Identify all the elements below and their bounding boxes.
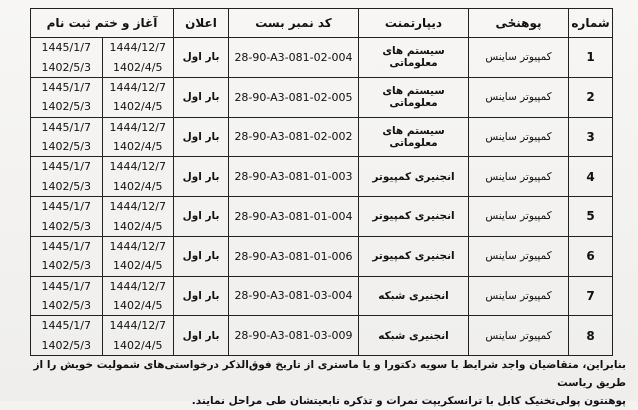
table-row [31, 77, 613, 117]
start-hijri: 1444/12/7 [109, 160, 166, 174]
row-number: 7 [569, 276, 613, 316]
footer-note [10, 356, 626, 410]
row-department: انجنیری کمپیوتر [359, 157, 469, 197]
table-header-row [31, 9, 613, 38]
note-line-2: پوهنتون پولی‌تخنیک کابل با ترانسکریپت نمرات و تذکره تابعیتشان طی مراحل نمایند. [191, 395, 626, 407]
row-number: 4 [569, 157, 613, 197]
row-department: سیستم های معلوماتی [359, 38, 469, 78]
end-dates [31, 277, 102, 316]
end-solar: 1402/5/3 [41, 219, 91, 233]
start-hijri: 1444/12/7 [109, 41, 166, 55]
start-solar: 1402/4/5 [113, 259, 163, 273]
header-code: کد نمبر بست [229, 9, 359, 38]
row-faculty: کمپیوتر ساینس [469, 276, 569, 316]
table-row [31, 276, 613, 316]
row-dates [31, 236, 174, 276]
row-dates [31, 316, 174, 356]
start-solar: 1402/4/5 [113, 60, 163, 74]
row-faculty: کمپیوتر ساینس [469, 117, 569, 157]
start-dates [102, 157, 174, 196]
end-dates [31, 38, 102, 77]
row-number: 3 [569, 117, 613, 157]
row-code: 28-90-A3-081-03-004 [229, 276, 359, 316]
start-hijri: 1444/12/7 [109, 80, 166, 94]
table-row [31, 316, 613, 356]
start-dates [102, 118, 174, 157]
end-dates [31, 157, 102, 196]
end-solar: 1402/5/3 [41, 60, 91, 74]
row-faculty: کمپیوتر ساینس [469, 77, 569, 117]
row-dates [31, 117, 174, 157]
start-hijri: 1444/12/7 [109, 120, 166, 134]
row-announcement: بار اول [174, 38, 229, 78]
row-code: 28-90-A3-081-02-002 [229, 117, 359, 157]
start-hijri: 1444/12/7 [109, 319, 166, 333]
row-faculty: کمپیوتر ساینس [469, 38, 569, 78]
start-hijri: 1444/12/7 [109, 239, 166, 253]
start-dates [102, 277, 174, 316]
start-solar: 1402/4/5 [113, 140, 163, 154]
row-announcement: بار اول [174, 276, 229, 316]
row-dates [31, 157, 174, 197]
row-code: 28-90-A3-081-01-004 [229, 197, 359, 237]
header-number: شماره [569, 9, 613, 38]
end-dates [31, 78, 102, 117]
table-row [31, 157, 613, 197]
end-dates [31, 237, 102, 276]
row-announcement: بار اول [174, 316, 229, 356]
start-dates [102, 316, 174, 355]
start-hijri: 1444/12/7 [109, 279, 166, 293]
row-faculty: کمپیوتر ساینس [469, 157, 569, 197]
row-department: انجنیری شبکه [359, 316, 469, 356]
row-number: 1 [569, 38, 613, 78]
table-row [31, 117, 613, 157]
table-row [31, 236, 613, 276]
row-faculty: کمپیوتر ساینس [469, 236, 569, 276]
row-number: 8 [569, 316, 613, 356]
row-dates [31, 38, 174, 78]
header-announcement: اعلان [174, 9, 229, 38]
end-dates [31, 118, 102, 157]
header-dates: آغاز و ختم ثبت نام [31, 9, 174, 38]
end-hijri: 1445/1/7 [41, 200, 91, 214]
row-faculty: کمپیوتر ساینس [469, 197, 569, 237]
header-department: دیپارتمنت [359, 9, 469, 38]
end-hijri: 1445/1/7 [41, 239, 91, 253]
row-number: 5 [569, 197, 613, 237]
row-announcement: بار اول [174, 236, 229, 276]
note-line-1: بنابراین، متقاضیان واجد شرایط با سویه دکتورا و یا ماستری از تاریخ فوق‌الذکر درخواستی‌های شمولیت خویش را از طریق ریاست [33, 359, 626, 389]
row-dates [31, 276, 174, 316]
row-number: 2 [569, 77, 613, 117]
row-number: 6 [569, 236, 613, 276]
row-dates [31, 197, 174, 237]
start-dates [102, 38, 174, 77]
start-solar: 1402/4/5 [113, 219, 163, 233]
row-code: 28-90-A3-081-02-004 [229, 38, 359, 78]
start-dates [102, 78, 174, 117]
end-dates [31, 316, 102, 355]
row-department: انجنیری کمپیوتر [359, 197, 469, 237]
end-solar: 1402/5/3 [41, 140, 91, 154]
row-department: انجنیری کمپیوتر [359, 236, 469, 276]
end-hijri: 1445/1/7 [41, 160, 91, 174]
row-department: انجنیری شبکه [359, 276, 469, 316]
positions-table [30, 8, 613, 356]
end-hijri: 1445/1/7 [41, 279, 91, 293]
end-solar: 1402/5/3 [41, 299, 91, 313]
table-row [31, 38, 613, 78]
end-hijri: 1445/1/7 [41, 80, 91, 94]
end-solar: 1402/5/3 [41, 338, 91, 352]
start-dates [102, 197, 174, 236]
row-department: سیستم های معلوماتی [359, 77, 469, 117]
row-department: سیستم های معلوماتی [359, 117, 469, 157]
start-solar: 1402/4/5 [113, 338, 163, 352]
start-hijri: 1444/12/7 [109, 200, 166, 214]
table-row [31, 197, 613, 237]
start-solar: 1402/4/5 [113, 100, 163, 114]
row-dates [31, 77, 174, 117]
row-faculty: کمپیوتر ساینس [469, 316, 569, 356]
header-faculty: پوهنځی [469, 9, 569, 38]
row-code: 28-90-A3-081-03-009 [229, 316, 359, 356]
row-announcement: بار اول [174, 197, 229, 237]
row-announcement: بار اول [174, 157, 229, 197]
end-solar: 1402/5/3 [41, 179, 91, 193]
end-dates [31, 197, 102, 236]
end-hijri: 1445/1/7 [41, 41, 91, 55]
start-solar: 1402/4/5 [113, 179, 163, 193]
row-announcement: بار اول [174, 117, 229, 157]
end-hijri: 1445/1/7 [41, 319, 91, 333]
row-announcement: بار اول [174, 77, 229, 117]
row-code: 28-90-A3-081-01-003 [229, 157, 359, 197]
row-code: 28-90-A3-081-01-006 [229, 236, 359, 276]
end-hijri: 1445/1/7 [41, 120, 91, 134]
end-solar: 1402/5/3 [41, 100, 91, 114]
start-solar: 1402/4/5 [113, 299, 163, 313]
start-dates [102, 237, 174, 276]
end-solar: 1402/5/3 [41, 259, 91, 273]
row-code: 28-90-A3-081-02-005 [229, 77, 359, 117]
